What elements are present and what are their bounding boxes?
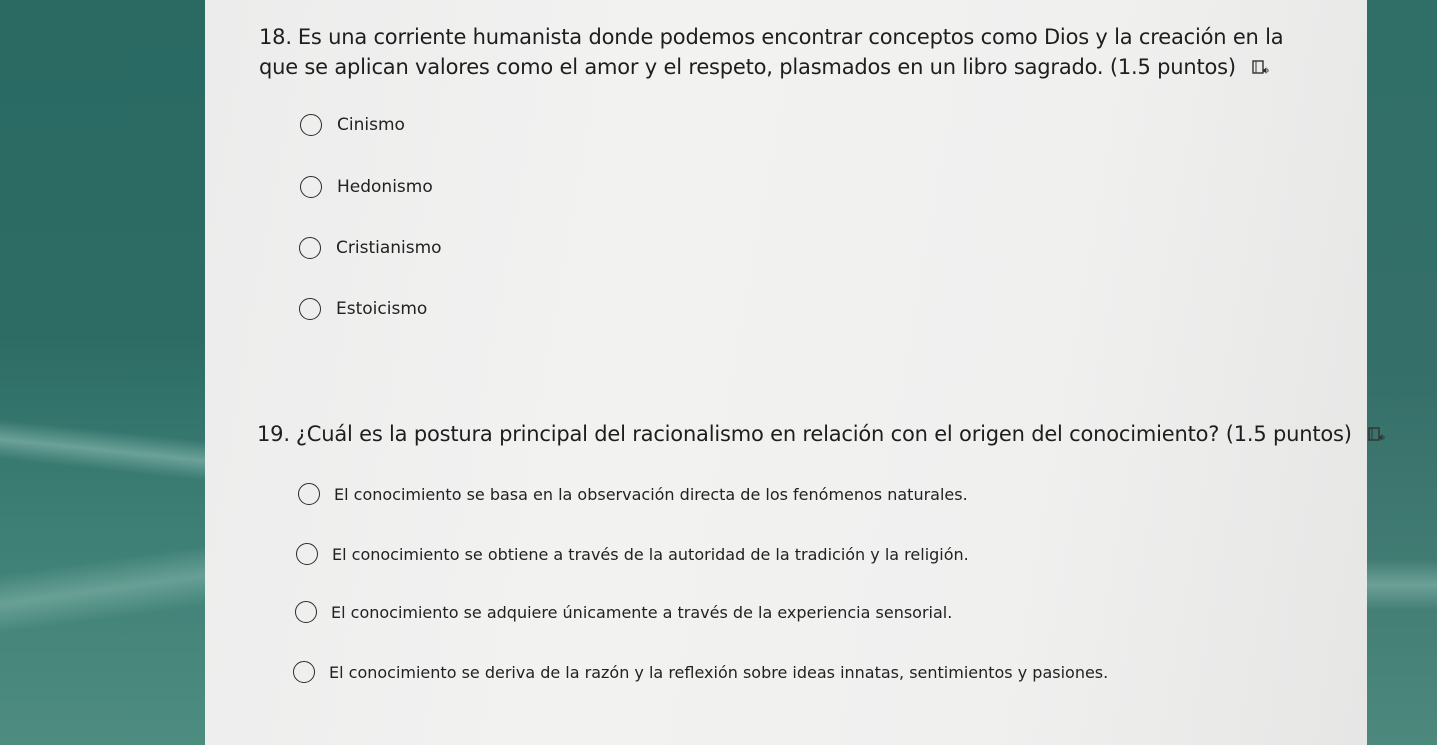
option-cinismo[interactable] — [300, 112, 405, 138]
immersive-reader-icon[interactable] — [1252, 54, 1269, 70]
question-title — [257, 419, 1352, 449]
option-label: Cristianismo — [336, 238, 442, 258]
radio-button[interactable] — [300, 176, 322, 198]
option-estoicismo[interactable] — [299, 296, 427, 322]
radio-button[interactable] — [300, 114, 322, 136]
question-text: Es una corriente humanista donde podemos encontrar conceptos como Dios y la creación en la que se aplican valores como el amor y el respeto, plasmados en un libro sagrado. — [259, 25, 1284, 79]
option-label: El conocimiento se adquiere únicamente a través de la experiencia sensorial. — [331, 602, 953, 622]
option-experiencia[interactable] — [295, 599, 952, 625]
question-title — [259, 22, 1299, 82]
background-left — [0, 0, 205, 745]
immersive-reader-icon[interactable] — [1368, 421, 1385, 437]
option-observacion[interactable] — [298, 481, 968, 507]
radio-button[interactable] — [298, 483, 320, 505]
form-card — [205, 0, 1367, 745]
radio-button[interactable] — [295, 601, 317, 623]
radio-button[interactable] — [299, 298, 321, 320]
option-label: Hedonismo — [337, 177, 433, 197]
question-number: 19. — [257, 422, 290, 446]
option-label: Estoicismo — [336, 299, 428, 319]
option-razon[interactable] — [293, 659, 1108, 685]
option-label: El conocimiento se obtiene a través de la autoridad de la tradición y la religión. — [332, 544, 969, 564]
background-right — [1367, 0, 1437, 745]
radio-button[interactable] — [293, 661, 315, 683]
option-autoridad[interactable] — [296, 541, 969, 567]
radio-button[interactable] — [299, 237, 321, 259]
radio-button[interactable] — [296, 543, 318, 565]
question-points: (1.5 puntos) — [1109, 55, 1236, 79]
question-points: (1.5 puntos) — [1225, 422, 1352, 446]
option-cristianismo[interactable] — [299, 235, 442, 261]
question-text: ¿Cuál es la postura principal del racionalismo en relación con el origen del conocimiento? — [295, 422, 1220, 446]
option-label: El conocimiento se deriva de la razón y la reflexión sobre ideas innatas, sentimientos y pasiones. — [329, 662, 1109, 682]
question-number: 18. — [259, 25, 292, 49]
option-label: Cinismo — [337, 115, 405, 135]
option-hedonismo[interactable] — [300, 174, 433, 200]
option-label: El conocimiento se basa en la observación directa de los fenómenos naturales. — [334, 484, 968, 504]
background-glare — [1367, 560, 1437, 610]
